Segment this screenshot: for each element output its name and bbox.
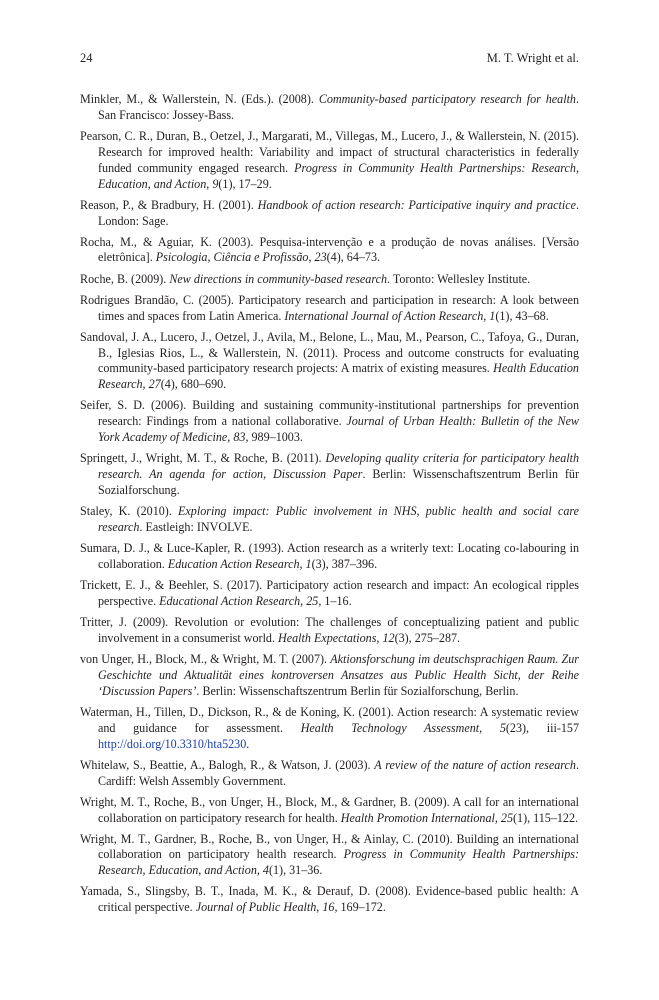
reference-italic-text: A review of the nature of action research [374,757,576,772]
reference-entry [80,92,579,124]
reference-italic-text: Journal of Public Health, 16 [195,900,335,915]
reference-text: Sandoval, J. A., Lucero, J., Oetzel, J., Avila, M., Belone, L., Mau, M., Pearson, C., Tafoya, G., Duran, B., Iglesias Rios, L., & Wallerstein, N. (2011). Process and outcome constructs for evaluating community-based participatory research projects: A matrix of existing measures. [80,329,579,376]
reference-text: (1), 43–68. [495,308,549,323]
reference-entry [80,235,579,267]
reference-text: (4), 680–690. [160,377,227,392]
reference-text: Tritter, J. (2009). Revolution or evolution: The challenges of conceptualizing patient and public involvement in a consumerist world. [80,615,579,645]
reference-entry [80,330,579,393]
reference-entry [80,541,579,573]
reference-text: , 169–172. [334,900,386,915]
reference-italic-text: Discussion Paper [272,467,363,482]
reference-text: Pearson, C. R., Duran, B., Oetzel, J., Margarati, M., Villegas, M., Lucero, J., & Wallerstein, N. (2015). Research for improved health: Variability and impact of structural characteristics in federally funded community engaged research. [80,128,579,175]
reference-entry [80,884,579,916]
reference-text: Wright, M. T., Gardner, B., Roche, B., von Unger, H., & Ainlay, C. (2010). Building an international collaboration on participatory health research. [80,831,579,862]
reference-text: (4), 64–73. [326,250,381,265]
reference-italic-text: Health Expectations, 12 [278,630,395,645]
reference-italic-text: Progress in Community Health Partnerships: Research, Education, and Action, 4 [98,847,579,878]
reference-entry [80,451,579,499]
reference-text: . London: Sage. [98,197,580,228]
reference-text: . Berlin: Wissenschaftszentrum Berlin für Sozialforschung. [98,467,579,497]
reference-entry [80,398,579,446]
running-head: M. T. Wright et al. [486,51,579,65]
reference-entry [80,293,579,325]
reference-text: . Cardiff: Welsh Assembly Government. [98,757,579,788]
reference-text: . [246,736,250,751]
reference-entry [80,198,579,230]
reference-italic-text: Education Action Research, 1 [167,556,312,571]
reference-entry [80,615,579,647]
reference-text: Seifer, S. D. (2006). Building and sustaining community-institutional partnerships for prevention research: Findings from a national collaborative. [80,398,579,429]
reference-italic-text: Health Technology Assessment, 5 [300,720,506,735]
reference-italic-text: Handbook of action research: Participative inquiry and practice [257,197,576,212]
reference-entry [80,129,579,192]
reference-italic-text: Exploring impact: Public involvement in NHS, public health and social care research [98,504,580,534]
reference-italic-text: Community-based participatory research for health [318,92,576,106]
reference-text: Yamada, S., Slingsby, B. T., Inada, M. K., & Derauf, D. (2008). Evidence-based public health: A critical perspective. [80,884,579,915]
reference-text: Springett, J., Wright, M. T., & Roche, B. (2011). [80,451,326,466]
reference-entry [80,652,579,700]
reference-entry [80,272,579,288]
reference-entry [80,504,579,536]
reference-italic-text: International Journal of Action Research, 1 [284,308,496,323]
reference-italic-text: Aktionsforschung im deutschsprachigen Raum. Zur Geschichte und Aktualität eines kontroversen Ansatzes aus Public Health Sicht [98,652,579,682]
reference-text: Rodrigues Brandão, C. (2005). Participatory research and participation in research: A look between times and spaces from Latin America. [80,292,579,323]
reference-text: , 989–1003. [245,430,303,445]
reference-italic-text: Health Promotion International, 25 [340,810,513,825]
reference-italic-text: Health Education Research, 27 [98,361,579,392]
reference-italic-text: New directions in community-based research [169,271,388,286]
reference-text: (1), 31–36. [268,863,323,878]
reference-text: (23), iii-157 [505,720,579,735]
reference-italic-text: Psicologia, Ciência e Profissão, 23 [155,250,327,265]
reference-text: , 1–16. [318,593,352,608]
reference-text: Minkler, M., & Wallerstein, N. (Eds.). (2008). [80,92,319,106]
reference-text: Waterman, H., Tillen, D., Dickson, R., & de Koning, K. (2001). Action research: A systematic review and guidance for assessment. [80,704,579,735]
reference-text: Reason, P., & Bradbury, H. (2001). [80,197,258,212]
reference-text: Roche, B. (2009). [80,271,170,286]
reference-text: von Unger, H., Block, M., & Wright, M. T. (2007). [80,652,331,667]
reference-list [80,92,579,921]
reference-text: Rocha, M., & Aguiar, K. (2003). Pesquisa-intervenção e a produção de novas análises. [Versão eletrônica]. [80,234,579,265]
reference-entry [80,705,579,753]
reference-entry [80,795,579,827]
reference-entry [80,578,579,610]
reference-text: Whitelaw, S., Beattie, A., Balogh, R., & Watson, J. (2003). [80,757,375,772]
reference-italic-text: Progress in Community Health Partnerships: Research, Education, and Action, 9 [98,160,579,191]
reference-text: , [263,467,273,482]
doi-link[interactable]: http://doi.org/10.3310/hta5230 [98,736,247,751]
page-number: 24 [80,51,93,65]
reference-entry [80,758,579,790]
reference-italic-text: Developing quality criteria for participatory health research. An agenda for action [98,451,580,482]
reference-text: (3), 387–396. [311,556,378,571]
reference-text: . Eastleigh: INVOLVE. [139,519,253,534]
reference-entry [80,832,579,880]
reference-text: , [517,667,529,682]
reference-italic-text: Journal of Urban Health: Bulletin of the New York Academy of Medicine, 83 [98,414,580,445]
reference-italic-text: Educational Action Research, 25 [159,593,319,608]
page-header [80,51,579,69]
reference-text: Sumara, D. J., & Luce-Kapler, R. (1993). Action research as a writerly text: Locating co-labouring in collaboration. [80,541,579,571]
reference-text: . Toronto: Wellesley Institute. [387,271,531,286]
reference-text: . Berlin: Wissenschaftszentrum Berlin für Sozialforschung, Berlin. [196,683,519,698]
reference-text: (1), 115–122. [513,810,579,825]
reference-text: . San Francisco: Jossey-Bass. [98,92,580,122]
reference-text: Trickett, E. J., & Beehler, S. (2017). Participatory action research and impact: An ecological ripples perspective. [80,578,579,608]
reference-italic-text: der Reihe ‘Discussion Papers’ [98,667,580,698]
reference-text: Staley, K. (2010). [80,504,179,519]
reference-text: (1), 17–29. [218,176,272,191]
reference-text: (3), 275–287. [394,630,461,645]
reference-text: Wright, M. T., Roche, B., von Unger, H., Block, M., & Gardner, B. (2009). A call for an international collaboration on participatory research for health. [80,794,579,825]
